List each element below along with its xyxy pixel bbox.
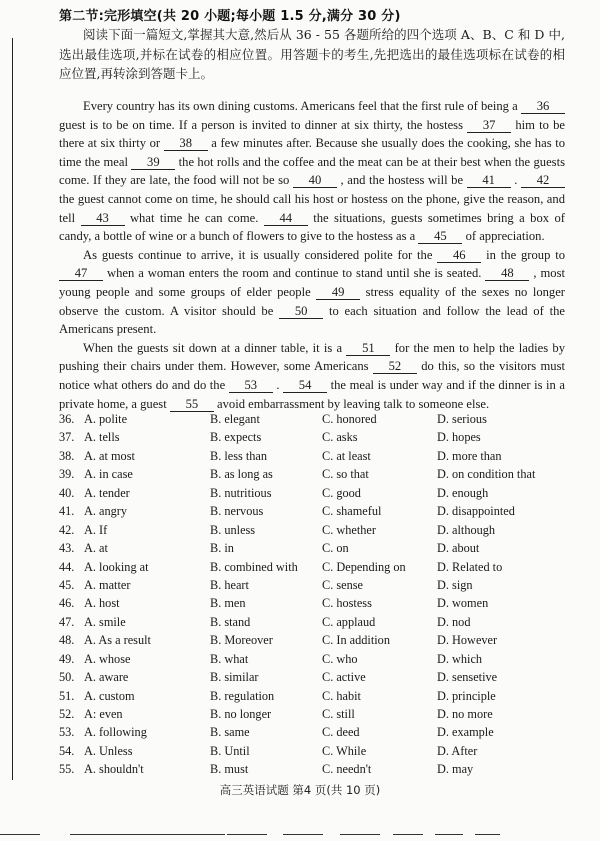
option-a[interactable]: A. angry xyxy=(84,504,128,519)
option-a[interactable]: A. custom xyxy=(84,688,135,703)
answer-blank[interactable]: 39 xyxy=(131,155,175,170)
option-b[interactable]: B. elegant xyxy=(210,412,260,426)
passage-text: the situations, guests sometimes bring a box of candy, a bottle of wine or a bunch of flowers to give to the hostess as a xyxy=(59,210,565,244)
option-d[interactable]: D. After xyxy=(437,743,478,758)
passage-text: for the men to help the ladies by pushing their chairs under them. However, some Americans xyxy=(59,340,565,374)
answer-blank[interactable]: 44 xyxy=(264,211,308,226)
option-c[interactable]: C. whether xyxy=(322,522,376,537)
question-row xyxy=(59,687,579,705)
option-a[interactable]: A. matter xyxy=(84,577,131,592)
answer-blank[interactable]: 37 xyxy=(467,118,511,133)
cut-line xyxy=(475,834,500,835)
question-row xyxy=(59,502,579,520)
option-b[interactable]: B. Moreover xyxy=(210,633,273,648)
passage-text: of appreciation. xyxy=(462,229,545,244)
question-number: 39. xyxy=(59,467,75,482)
option-d[interactable]: D. which xyxy=(437,651,483,666)
question-number: 44. xyxy=(59,559,75,574)
answer-blank[interactable]: 54 xyxy=(283,378,327,393)
option-a[interactable]: A. shouldn't xyxy=(84,762,144,777)
cut-line xyxy=(393,834,423,835)
question-number: 43. xyxy=(59,541,75,556)
option-c[interactable]: C. so that xyxy=(322,467,369,482)
question-number: 36. xyxy=(59,412,75,426)
section-instructions: 阅读下面一篇短文,掌握其大意,然后从 36 - 55 各题所给的四个选项 A、B、C 和 D 中,选出最佳选项,并标在试卷的相应位置。用答题卡的考生,先把选出的最佳选项标在试卷的相应位置,再转涂到答题卡上。 xyxy=(59,27,565,81)
option-b[interactable]: B. as long as xyxy=(210,467,273,482)
section-title: 第二节:完形填空(共 20 小题;每小题 1.5 分,满分 30 分) xyxy=(59,9,401,24)
cut-line xyxy=(227,834,267,835)
question-row xyxy=(59,558,579,576)
option-c[interactable]: C. still xyxy=(322,707,355,721)
question-number: 55. xyxy=(59,762,75,777)
passage-text: . xyxy=(510,173,522,188)
page-footer: 高三英语试题 第4 页(共 10 页) xyxy=(219,783,381,797)
option-d[interactable]: D. about xyxy=(437,541,480,556)
option-a[interactable]: A: even xyxy=(84,707,123,721)
option-a[interactable]: A. If xyxy=(84,522,108,537)
passage-text: , most young people and some groups of elder people xyxy=(59,266,565,299)
option-c[interactable]: C. active xyxy=(322,670,366,685)
option-a[interactable]: A. at xyxy=(84,541,108,556)
question-number: 45. xyxy=(59,577,75,592)
cut-line xyxy=(340,834,380,835)
option-d[interactable]: D. However xyxy=(437,633,498,648)
option-d[interactable]: D. serious xyxy=(437,412,487,426)
option-d[interactable]: D. although xyxy=(437,522,496,537)
passage-text: When the guests sit down at a dinner table, it is a xyxy=(83,340,347,355)
option-c[interactable]: C. who xyxy=(322,651,358,666)
question-row xyxy=(59,650,579,668)
option-d[interactable]: D. sign xyxy=(437,577,473,592)
option-c[interactable]: C. on xyxy=(322,541,349,556)
passage-text: As guests continue to arrive, it is usually considered polite for the xyxy=(83,247,438,262)
option-c[interactable]: C. honored xyxy=(322,412,377,426)
question-row xyxy=(59,705,579,723)
question-row xyxy=(59,410,579,428)
option-a[interactable]: A. whose xyxy=(84,651,131,666)
options-list xyxy=(59,410,579,779)
option-b[interactable]: B. similar xyxy=(210,670,259,685)
option-c[interactable]: C. sense xyxy=(322,577,363,592)
question-number: 51. xyxy=(59,688,75,703)
answer-blank[interactable]: 52 xyxy=(373,359,417,374)
option-c[interactable]: C. hostess xyxy=(322,596,372,611)
question-row xyxy=(59,668,579,686)
answer-blank[interactable]: 48 xyxy=(485,266,529,281)
question-number: 42. xyxy=(59,522,75,537)
question-row xyxy=(59,594,579,612)
cut-line xyxy=(70,834,225,835)
passage-paragraph xyxy=(59,339,565,413)
question-row xyxy=(59,465,579,483)
question-number: 50. xyxy=(59,670,75,685)
passage-text: the meal is under way and if the dinner is in a private home, a guest xyxy=(59,377,566,411)
cut-line xyxy=(0,834,40,835)
question-row xyxy=(59,613,579,631)
option-c[interactable]: C. good xyxy=(322,485,361,500)
answer-blank[interactable]: 45 xyxy=(418,229,462,244)
passage-text: the guest cannot come on time, he should call his host or hostess on the phone, give the reason, and tell xyxy=(59,191,565,225)
option-b[interactable]: B. men xyxy=(210,596,246,611)
option-b[interactable]: B. expects xyxy=(210,430,262,445)
option-b[interactable]: B. heart xyxy=(210,577,249,592)
option-b[interactable]: B. what xyxy=(210,651,249,666)
option-d[interactable]: D. principle xyxy=(437,688,496,703)
option-a[interactable]: A. host xyxy=(84,596,120,611)
cut-line xyxy=(435,834,463,835)
passage-text: a few minutes after. Because she usually does the cooking, she has to time the meal xyxy=(59,136,565,169)
option-b[interactable]: B. stand xyxy=(210,614,251,629)
margin-rule xyxy=(12,38,13,780)
option-b[interactable]: B. less than xyxy=(210,448,268,463)
question-row xyxy=(59,484,579,502)
option-a[interactable]: A. smile xyxy=(84,614,126,629)
answer-blank[interactable]: 38 xyxy=(164,136,208,151)
option-b[interactable]: B. combined with xyxy=(210,559,298,574)
option-a[interactable]: A. in case xyxy=(84,467,133,482)
passage-text: when a woman enters the room and continue to stand until she is seated. xyxy=(103,266,486,281)
answer-blank[interactable]: 55 xyxy=(170,397,214,412)
option-d[interactable]: D. sensetive xyxy=(437,670,498,685)
option-d[interactable]: D. hopes xyxy=(437,430,481,445)
passage-text: Every country has its own dining customs. Americans feel that the first rule of being a xyxy=(83,99,521,113)
answer-blank[interactable]: 51 xyxy=(346,341,390,356)
answer-blank[interactable]: 47 xyxy=(59,266,103,281)
option-b[interactable]: B. nervous xyxy=(210,504,264,519)
cut-line xyxy=(283,834,323,835)
option-c[interactable]: C. Depending on xyxy=(322,559,406,574)
passage-text: , and the hostess will be xyxy=(336,173,467,188)
question-number: 46. xyxy=(59,596,75,611)
passage-text: stress equality of the sexes no longer observe the custom. A visitor should be xyxy=(59,284,565,318)
option-a[interactable]: A. following xyxy=(84,725,147,740)
question-number: 52. xyxy=(59,707,75,721)
passage-text: . xyxy=(272,377,284,392)
answer-blank[interactable]: 42 xyxy=(521,173,565,188)
option-a[interactable]: A. As a result xyxy=(84,633,151,648)
question-row xyxy=(59,539,579,557)
answer-blank[interactable]: 40 xyxy=(293,173,337,188)
question-number: 40. xyxy=(59,485,75,500)
question-row xyxy=(59,428,579,446)
option-b[interactable]: B. must xyxy=(210,762,249,777)
option-c[interactable]: C. habit xyxy=(322,688,361,703)
option-b[interactable]: B. in xyxy=(210,541,234,556)
question-number: 37. xyxy=(59,430,75,445)
option-c[interactable]: C. needn't xyxy=(322,762,372,777)
answer-blank[interactable]: 41 xyxy=(467,173,511,188)
answer-blank[interactable]: 36 xyxy=(521,99,565,114)
option-a[interactable]: A. tells xyxy=(84,430,120,445)
option-b[interactable]: B. nutritious xyxy=(210,485,272,500)
passage-text: the hot rolls and the coffee and the meat can be at their best when the guests come. If they are late, the food will not be so xyxy=(59,154,565,188)
option-c[interactable]: C. at least xyxy=(322,448,371,463)
question-number: 41. xyxy=(59,504,75,519)
question-number: 38. xyxy=(59,448,75,463)
question-row xyxy=(59,447,579,465)
option-a[interactable]: A. at most xyxy=(84,448,135,463)
question-number: 48. xyxy=(59,633,75,648)
answer-blank[interactable]: 43 xyxy=(81,211,125,226)
option-c[interactable]: C. While xyxy=(322,743,367,758)
question-row xyxy=(59,576,579,594)
option-b[interactable]: B. regulation xyxy=(210,688,275,703)
answer-blank[interactable]: 46 xyxy=(437,248,481,263)
question-number: 47. xyxy=(59,614,75,629)
option-d[interactable]: D. may xyxy=(437,762,474,777)
answer-blank[interactable]: 50 xyxy=(279,304,323,319)
option-b[interactable]: B. same xyxy=(210,725,250,740)
option-c[interactable]: C. In addition xyxy=(322,633,390,648)
option-c[interactable]: C. applaud xyxy=(322,614,376,629)
passage-paragraph xyxy=(59,97,565,246)
question-number: 53. xyxy=(59,725,75,740)
passage-text: avoid embarrassment by leaving talk to someone else. xyxy=(213,396,490,411)
option-b[interactable]: B. Until xyxy=(210,743,250,758)
option-d[interactable]: D. women xyxy=(437,596,489,611)
option-d[interactable]: D. example xyxy=(437,725,494,740)
passage-paragraph xyxy=(59,246,565,339)
option-d[interactable]: D. more than xyxy=(437,448,502,463)
answer-blank[interactable]: 53 xyxy=(229,378,273,393)
option-c[interactable]: C. shameful xyxy=(322,504,382,519)
passage-text: what time he can come. xyxy=(124,210,264,225)
option-d[interactable]: D. disappointed xyxy=(437,504,515,519)
passage-text: do this, so the visitors must notice what others do and do the xyxy=(59,359,565,392)
question-row xyxy=(59,631,579,649)
passage-text: to each situation and follow the lead of the Americans present. xyxy=(59,303,565,337)
passage-text: guest is to be on time. If a person is invited to dinner at six thirty, the hostess xyxy=(59,117,468,132)
option-d[interactable]: D. enough xyxy=(437,485,489,500)
option-b[interactable]: B. no longer xyxy=(210,707,272,721)
cloze-passage xyxy=(59,97,565,413)
question-number: 49. xyxy=(59,651,75,666)
option-a[interactable]: A. aware xyxy=(84,670,129,685)
question-row xyxy=(59,742,579,760)
question-row xyxy=(59,723,579,741)
passage-text: in the group to xyxy=(481,247,566,262)
question-row xyxy=(59,521,579,539)
passage-text: him to be there at six thirty or xyxy=(59,117,565,151)
option-d[interactable]: D. on condition that xyxy=(437,467,536,482)
option-d[interactable]: D. Related to xyxy=(437,559,503,574)
question-row xyxy=(59,760,579,778)
option-c[interactable]: C. deed xyxy=(322,725,360,740)
question-number: 54. xyxy=(59,743,75,758)
option-a[interactable]: A. Unless xyxy=(84,743,133,758)
option-d[interactable]: D. nod xyxy=(437,614,471,629)
answer-blank[interactable]: 49 xyxy=(316,285,360,300)
option-a[interactable]: A. looking at xyxy=(84,559,149,574)
option-b[interactable]: B. unless xyxy=(210,522,256,537)
option-d[interactable]: D. no more xyxy=(437,707,493,721)
option-c[interactable]: C. asks xyxy=(322,430,358,445)
option-a[interactable]: A. polite xyxy=(84,412,128,426)
option-a[interactable]: A. tender xyxy=(84,485,130,500)
